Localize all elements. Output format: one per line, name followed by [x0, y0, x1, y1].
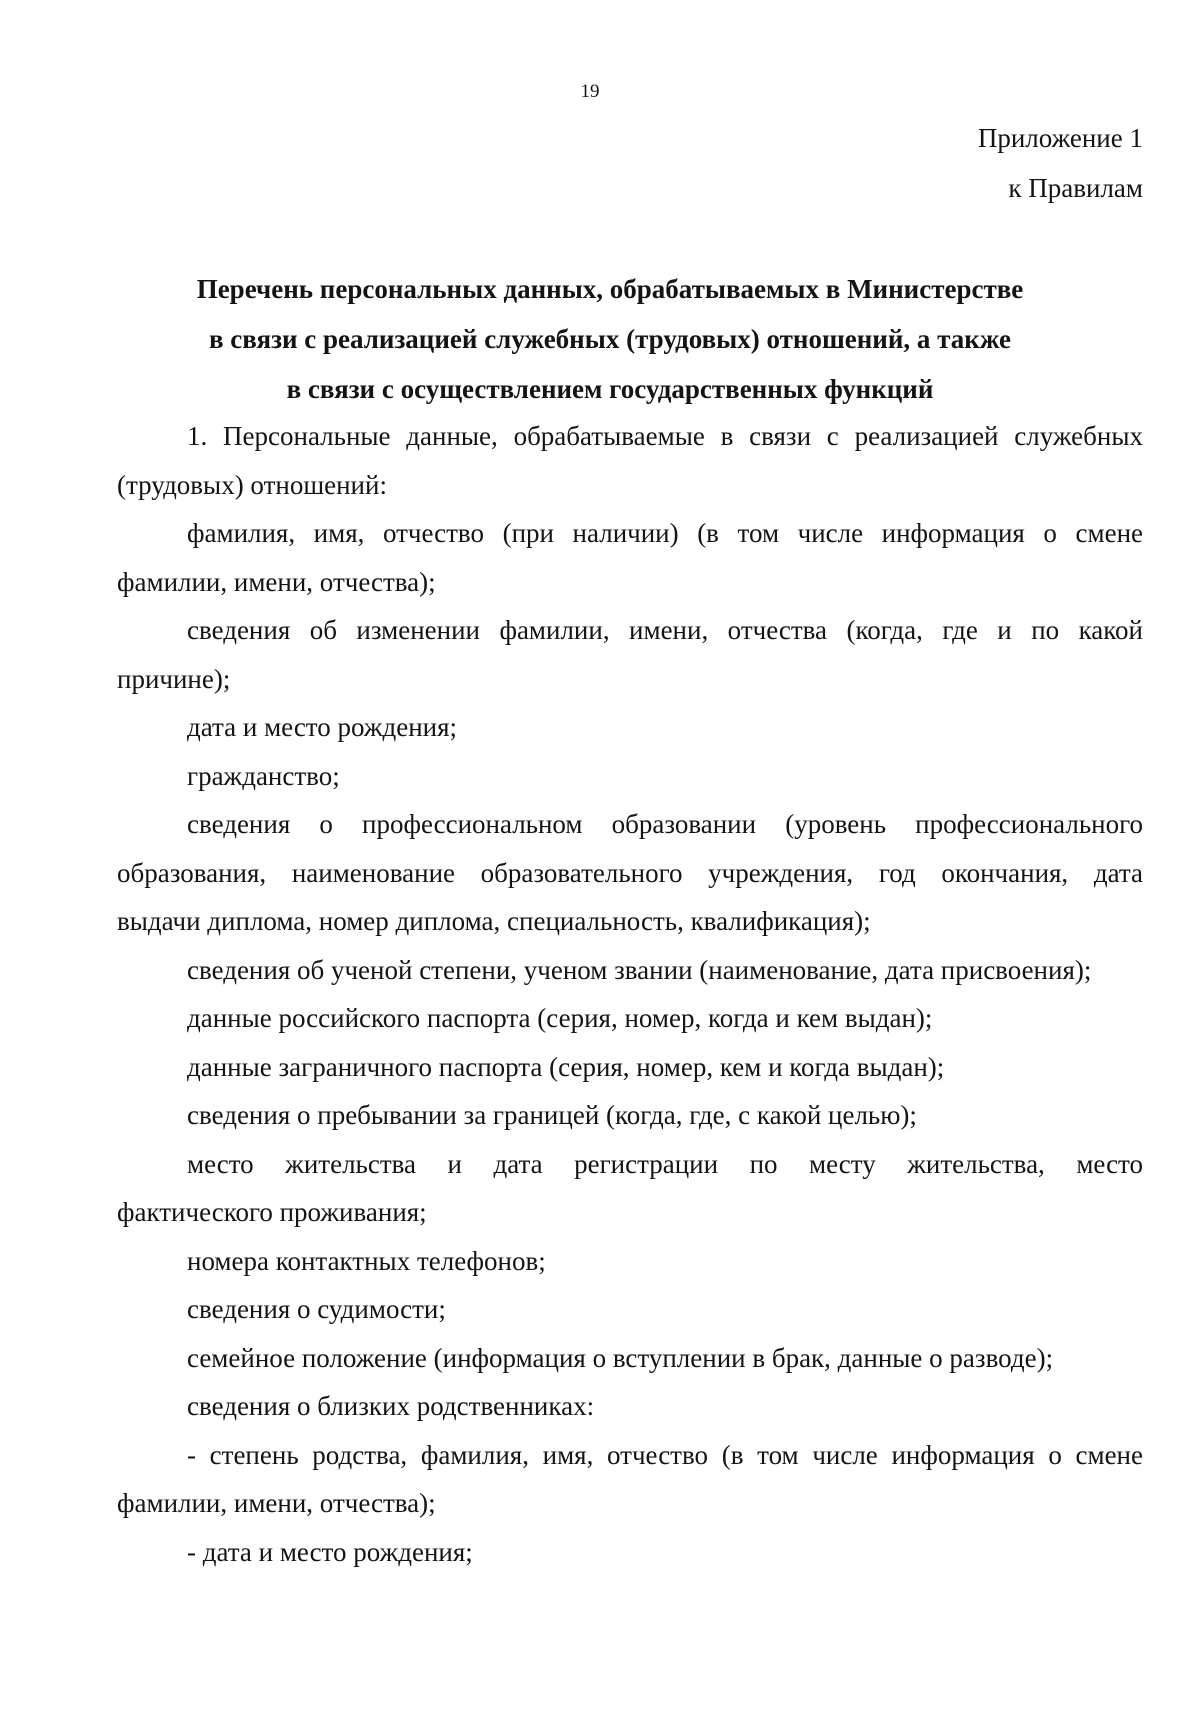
- paragraph-foreign-passport: [117, 1043, 1143, 1092]
- paragraph-relatives-birth-line: - дата и место рождения;: [187, 1536, 473, 1567]
- paragraph-relatives-kinship-line-2: фамилии, имени, отчества);: [117, 1488, 436, 1518]
- paragraph-1-line-1: 1. Персональные данные, обрабатываемые в связи с реализацией служебных: [187, 421, 1143, 451]
- paragraph-marital-status: [117, 1334, 1143, 1383]
- document-title: [120, 264, 1100, 414]
- paragraph-relatives-kinship: [117, 1431, 1143, 1528]
- paragraph-residence-line-1: место жительства и дата регистрации по месту жительства, место: [187, 1148, 1143, 1179]
- paragraph-education-line-3: выдачи диплома, номер диплома, специальность, квалификация);: [117, 906, 871, 936]
- page-number: 19: [580, 81, 600, 102]
- paragraph-1: [117, 412, 1143, 509]
- paragraph-foreign-passport-line: данные заграничного паспорта (серия, номер, кем и когда выдан);: [187, 1051, 945, 1082]
- paragraph-residence-line-2: фактического проживания;: [117, 1197, 427, 1227]
- paragraph-abroad: [117, 1091, 1143, 1140]
- paragraph-education: [117, 800, 1143, 946]
- paragraph-citizenship: [117, 752, 1143, 801]
- appendix-label: Приложение 1: [977, 123, 1143, 153]
- paragraph-passport-line: данные российского паспорта (серия, номер, когда и кем выдан);: [187, 1003, 933, 1033]
- paragraph-name-change-line-2: причине);: [117, 663, 231, 694]
- paragraph-relatives: [117, 1382, 1143, 1431]
- paragraph-residence: [117, 1140, 1143, 1237]
- paragraph-full-name: [117, 509, 1143, 606]
- paragraph-full-name-line-2: фамилии, имени, отчества);: [117, 566, 436, 597]
- paragraph-birth: [117, 703, 1143, 752]
- paragraph-relatives-birth: [117, 1528, 1143, 1577]
- paragraph-degree: [117, 946, 1143, 995]
- paragraph-passport: [117, 994, 1143, 1043]
- paragraph-name-change: [117, 606, 1143, 703]
- paragraph-degree-line: сведения об ученой степени, ученом звании (наименование, дата присвоения);: [187, 954, 1092, 985]
- document-body: [117, 412, 1143, 1576]
- title-line-3: в связи с осуществлением государственных функций: [286, 374, 934, 404]
- paragraph-phones-line: номера контактных телефонов;: [187, 1245, 546, 1276]
- paragraph-full-name-line-1: фамилия, имя, отчество (при наличии) (в том числе информация о смене: [187, 518, 1143, 548]
- paragraph-education-line-2: образования, наименование образовательного учреждения, год окончания, дата: [117, 857, 1143, 888]
- paragraph-name-change-line-1: сведения об изменении фамилии, имени, отчества (когда, где и по какой: [187, 615, 1143, 645]
- paragraph-education-line-1: сведения о профессиональном образовании (уровень профессионального: [187, 809, 1143, 839]
- paragraph-criminal-record-line: сведения о судимости;: [187, 1294, 446, 1324]
- paragraph-abroad-line: сведения о пребывании за границей (когда, где, с какой целью);: [187, 1100, 917, 1130]
- paragraph-birth-line: дата и место рождения;: [187, 712, 458, 742]
- paragraph-marital-status-line: семейное положение (информация о вступлении в брак, данные о разводе);: [187, 1342, 1054, 1373]
- title-line-1: Перечень персональных данных, обрабатываемых в Министерстве: [196, 274, 1024, 304]
- paragraph-relatives-line: сведения о близких родственниках:: [187, 1391, 595, 1421]
- paragraph-criminal-record: [117, 1285, 1143, 1334]
- paragraph-1-line-2: (трудовых) отношений:: [117, 469, 387, 500]
- paragraph-phones: [117, 1237, 1143, 1286]
- appendix-reference: к Правилам: [1008, 173, 1143, 203]
- paragraph-citizenship-line: гражданство;: [187, 760, 340, 791]
- title-line-2: в связи с реализацией служебных (трудовых) отношений, а также: [208, 324, 1012, 354]
- paragraph-relatives-kinship-line-1: - степень родства, фамилия, имя, отчество (в том числе информация о смене: [187, 1439, 1143, 1470]
